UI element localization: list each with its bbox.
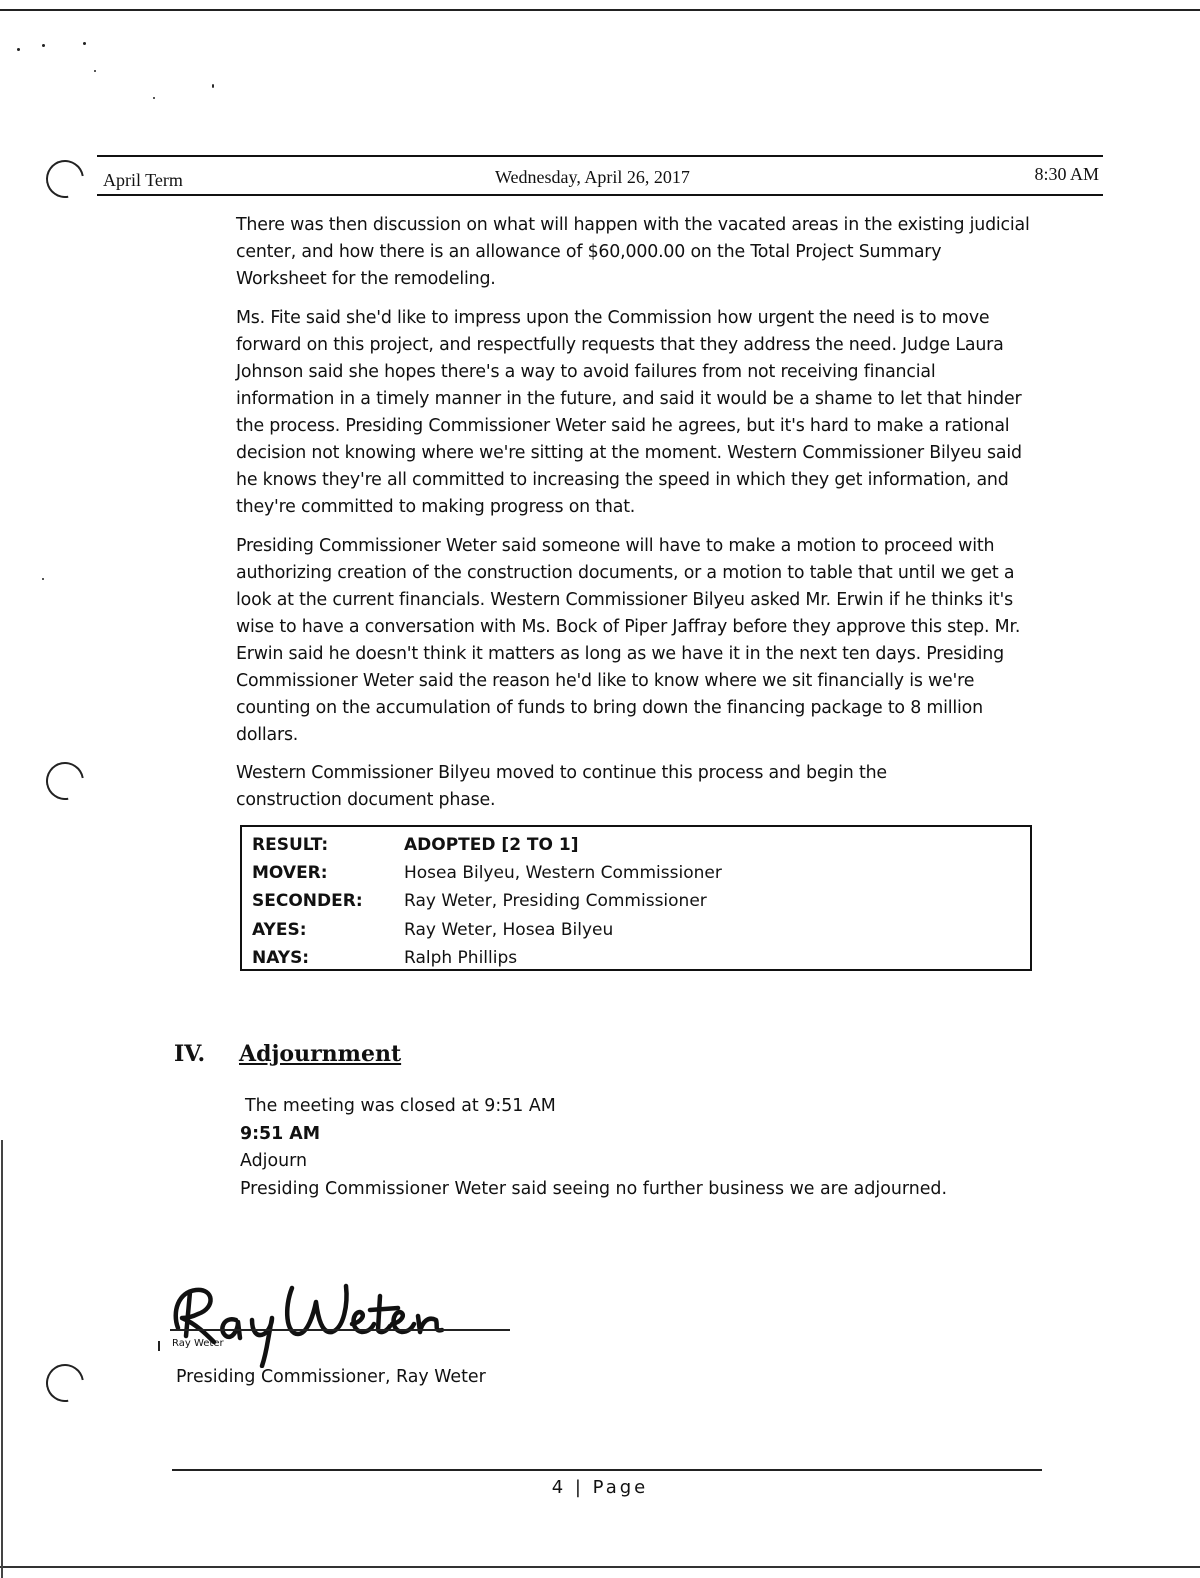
- section-number: IV.: [174, 1041, 206, 1067]
- vote-label: SECONDER:: [252, 891, 363, 911]
- scan-speck: [83, 42, 86, 45]
- binder-hole-top: [39, 153, 92, 206]
- body-paragraph-3: [236, 533, 1036, 749]
- header-date: Wednesday, April 26, 2017: [495, 167, 690, 187]
- vote-value: Ralph Phillips: [404, 948, 518, 968]
- vote-result-table: [240, 825, 1032, 971]
- signature-line: [170, 1329, 510, 1331]
- paragraph-text: Ms. Fite said she'd like to impress upon the Commission how urgent the need is to move forward on this project, and respectfully requests that they address the need. Judge Laura Johnson said she hopes there's a way to avoid failures from not receiving financial information in a timely manner in the future, and said it would be a shame to let that hinder the process. Presiding Commissioner Weter said he agrees, but it's hard to make a rational decision not knowing where we're sitting at the moment. Western Commissioner Bilyeu said he knows they're all committed to increasing the speed in which they get information, and they're committed to making progress on that.: [236, 308, 1022, 517]
- header-top-rule: [97, 155, 1103, 157]
- scan-speck: [17, 48, 20, 51]
- scan-edge-top: [0, 9, 1200, 11]
- vote-row-seconder: [242, 887, 1030, 915]
- vote-value: Ray Weter, Hosea Bilyeu: [404, 920, 614, 940]
- signature-caption: Presiding Commissioner, Ray Weter: [176, 1367, 486, 1387]
- binder-hole-middle: [39, 755, 92, 808]
- binder-hole-bottom: [39, 1357, 92, 1410]
- header-term: April Term: [103, 170, 183, 190]
- page-header: [100, 164, 1100, 192]
- signature-tick: [158, 1341, 160, 1351]
- header-time: 8:30 AM: [1034, 164, 1099, 184]
- vote-label: AYES:: [252, 920, 307, 940]
- vote-row-result: [242, 831, 1030, 859]
- vote-label: MOVER:: [252, 863, 328, 883]
- vote-label: NAYS:: [252, 948, 310, 968]
- adjourn-time: 9:51 AM: [240, 1123, 321, 1144]
- scan-speck: [94, 70, 96, 72]
- vote-row-mover: [242, 859, 1030, 887]
- adjourn-item: Adjourn: [240, 1151, 307, 1171]
- vote-row-ayes: [242, 916, 1030, 944]
- handwritten-signature: [166, 1268, 456, 1368]
- body-paragraph-1: [236, 212, 1036, 293]
- adjournment-block: [240, 1093, 1040, 1203]
- paragraph-text: Presiding Commissioner Weter said someone will have to make a motion to proceed with authorizing creation of the construction documents, or a motion to table that until we get a look at the current financials. Western Commissioner Bilyeu asked Mr. Erwin if he thinks it's wise to have a conversation with Ms. Bock of Piper Jaffray before they approve this step. Mr. Erwin said he doesn't think it matters as long as we have it in the next ten days. Presiding Commissioner Weter said the reason he'd like to know where we sit financially is we're counting on the accumulation of funds to bring down the financing package to 8 million dollars.: [236, 536, 1021, 745]
- scan-speck: [153, 97, 155, 99]
- scan-speck: [42, 44, 45, 47]
- paragraph-text: Western Commissioner Bilyeu moved to continue this process and begin the construction document phase.: [236, 763, 887, 810]
- scan-speck: [212, 84, 214, 88]
- vote-value: ADOPTED [2 TO 1]: [404, 835, 579, 855]
- vote-value: Hosea Bilyeu, Western Commissioner: [404, 863, 722, 883]
- adjourn-statement: Presiding Commissioner Weter said seeing no further business we are adjourned.: [240, 1178, 948, 1199]
- meeting-closed-line: The meeting was closed at 9:51 AM: [245, 1096, 556, 1116]
- header-bottom-rule: [97, 194, 1103, 196]
- page-number: 4 | Page: [551, 1477, 649, 1498]
- footer-rule: [172, 1469, 1042, 1471]
- signature-printed-name: Ray Weter: [172, 1338, 224, 1349]
- body-paragraph-2: [236, 305, 1036, 521]
- vote-value: Ray Weter, Presiding Commissioner: [404, 891, 707, 911]
- paragraph-text: There was then discussion on what will happen with the vacated areas in the existing judicial center, and how there is an allowance of $60,000.00 on the Total Project Summary Worksheet for the remodeling.: [236, 215, 1030, 289]
- scan-speck: [42, 578, 44, 580]
- vote-label: RESULT:: [252, 835, 329, 855]
- scan-edge-bottom: [0, 1566, 1200, 1568]
- scan-edge-left: [1, 1140, 3, 1578]
- vote-row-nays: [242, 944, 1030, 972]
- section-title: Adjournment: [239, 1041, 402, 1067]
- body-paragraph-4: [236, 760, 936, 814]
